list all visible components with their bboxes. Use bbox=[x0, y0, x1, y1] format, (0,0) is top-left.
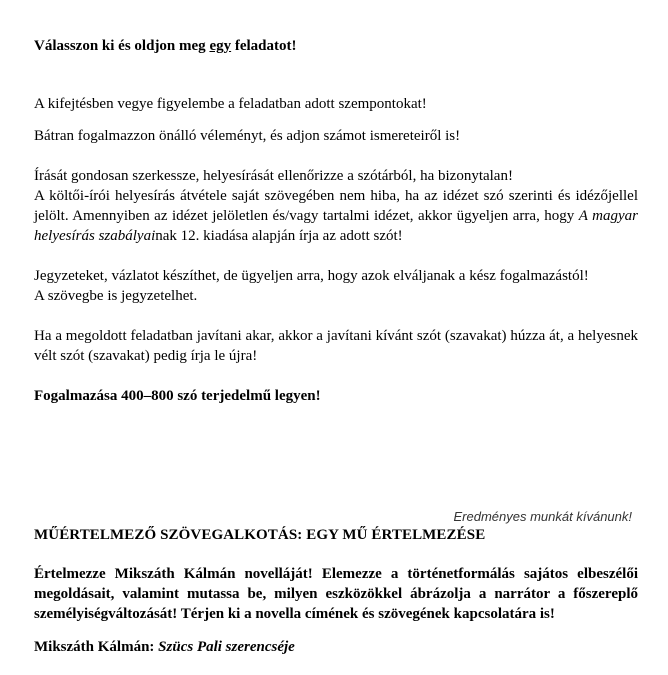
section-title: MŰÉRTELMEZŐ SZÖVEGALKOTÁS: EGY MŰ ÉRTELMEZÉSE bbox=[34, 527, 486, 543]
instruction-paragraph-3-line-1: Írását gondosan szerkessze, helyesírását ellenőrizze a szótárból, ha bizonytalan! bbox=[34, 168, 513, 184]
task-text: Értelmezze Mikszáth Kálmán novelláját! Elemezze a történetformálás sajátos elbeszélői megoldásait, valamint mutassa be, milyen eszközökkel ábrázolja a narrátor a főszereplő személyiségváltozását! Térjen ki a novella címének és szövegének kapcsolatára is! bbox=[34, 566, 638, 622]
heading-part-2: feladatot! bbox=[231, 38, 297, 54]
instruction-paragraph-2: Bátran fogalmazzon önálló véleményt, és adjon számot ismereteiről is! bbox=[34, 128, 461, 144]
instruction-paragraph-5: Ha a megoldott feladatban javítani akar, akkor a javítani kívánt szót (szavakat) húzza át, a helyesnek vélt szót (szavakat) pedig írja le újra! bbox=[34, 328, 638, 364]
word-count-requirement: Fogalmazása 400–800 szó terjedelmű legyen! bbox=[34, 388, 321, 404]
instruction-paragraph-3 bbox=[34, 186, 638, 246]
source-citation bbox=[34, 637, 295, 657]
instruction-paragraph-4-line-1: Jegyzeteket, vázlatot készíthet, de ügyeljen arra, hogy azok elváljanak a kész fogalmazástól! bbox=[34, 268, 589, 284]
heading-emphasis: egy bbox=[209, 38, 232, 54]
instruction-paragraph-4-line-2: A szövegbe is jegyzetelhet. bbox=[34, 288, 198, 304]
heading-part-1: Válasszon ki és oldjon meg bbox=[34, 38, 210, 54]
source-work-title: Szücs Pali szerencséje bbox=[158, 639, 295, 655]
closing-wish: Eredményes munkát kívánunk! bbox=[453, 509, 632, 524]
instructions-heading bbox=[34, 36, 638, 56]
instruction-paragraph-1: A kifejtésben vegye figyelembe a feladatban adott szempontokat! bbox=[34, 96, 427, 112]
quote-rule-text: A költői-írói helyesírás átvétele saját szövegében nem hiba, ha az idézet szó szerinti és idézőjellel jelölt. Amennyiben az idézet jelöletlen és/vagy tartalmi idézet, akkor ügyeljen arra, hogy bbox=[34, 188, 638, 224]
source-author: Mikszáth Kálmán: bbox=[34, 639, 159, 655]
instructions-block bbox=[34, 30, 638, 406]
spelling-rules-title: A magyar helyesírás szabályai bbox=[34, 208, 638, 244]
quote-rule-text-end: nak 12. kiadása alapján írja az adott szót! bbox=[155, 228, 403, 244]
